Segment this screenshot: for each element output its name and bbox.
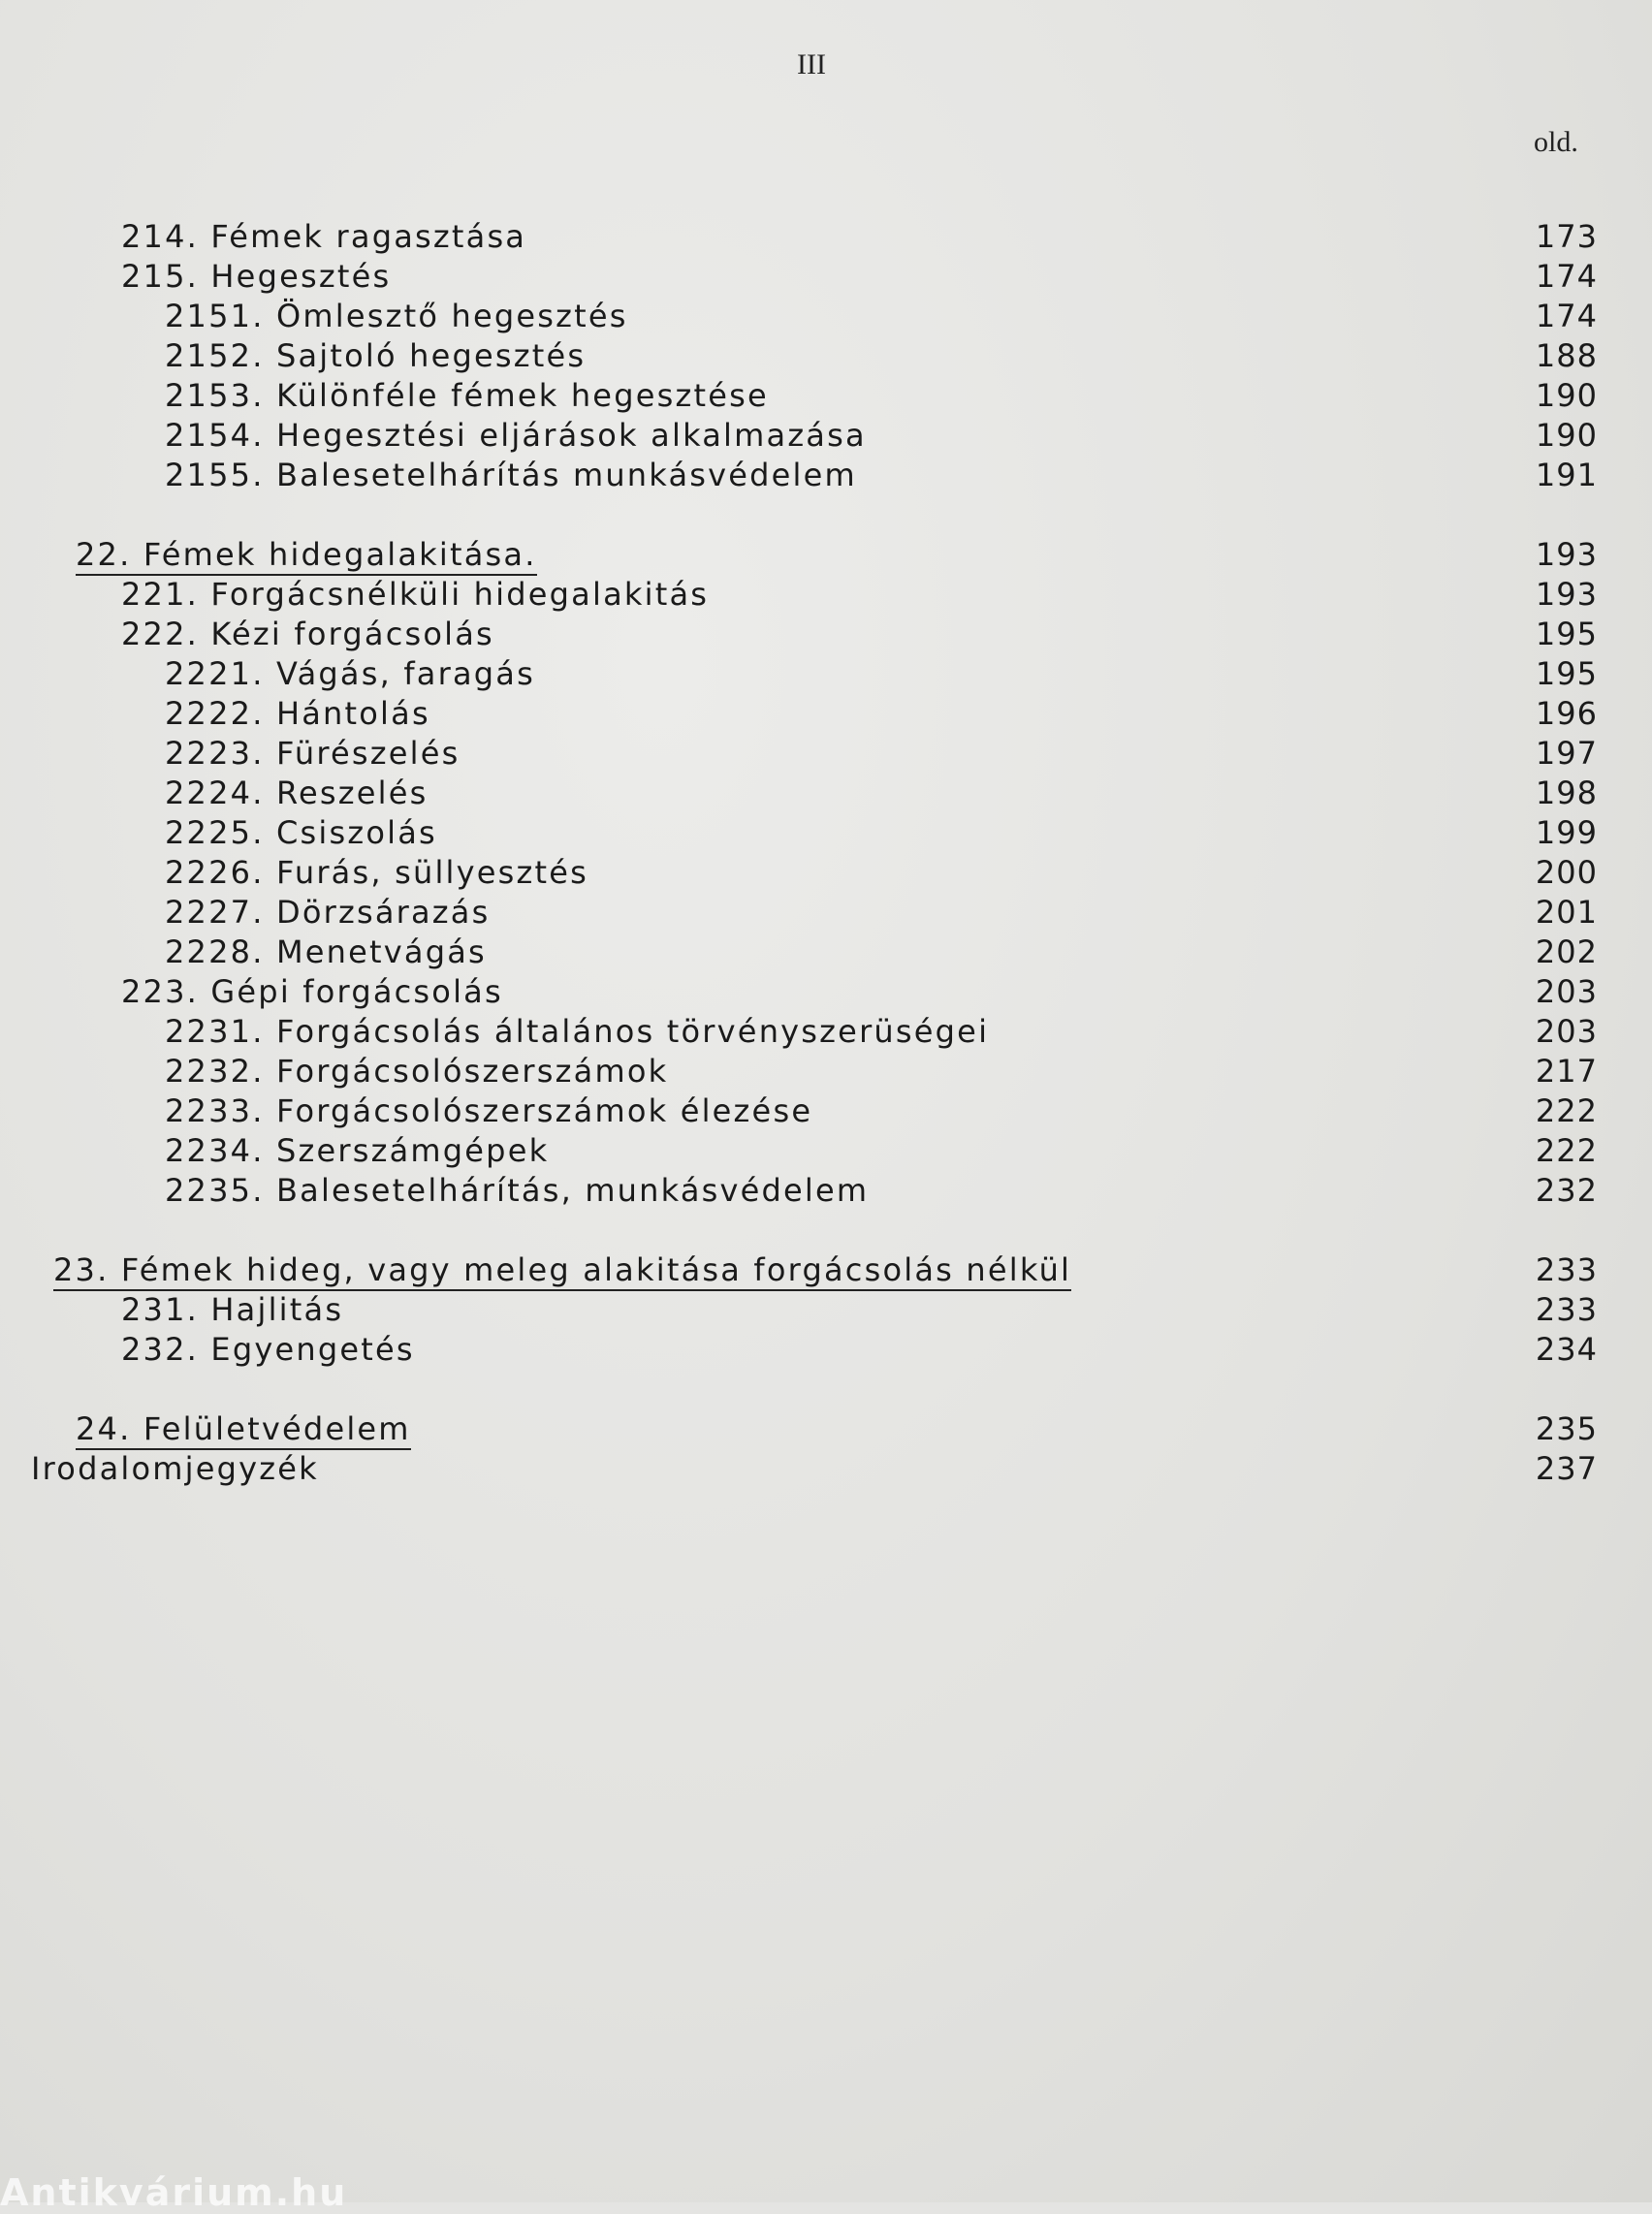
toc-entry-title: 2154. Hegesztési eljárások alkalmazása — [165, 417, 867, 454]
toc-entry-title: 232. Egyengetés — [121, 1331, 415, 1368]
toc-entry-page: 190 — [1535, 377, 1598, 414]
toc-entry — [165, 1132, 549, 1169]
toc-entry — [165, 814, 437, 851]
toc-entry-title: 231. Hajlitás — [121, 1291, 344, 1328]
toc-entry-title: 24. Felületvédelem — [76, 1410, 411, 1450]
toc-entry — [121, 576, 709, 613]
toc-entry-page: 195 — [1535, 616, 1598, 652]
toc-entry-page: 197 — [1535, 735, 1598, 772]
toc-entry — [165, 854, 588, 891]
toc-entry-page: 174 — [1535, 258, 1598, 295]
toc-entry-title: 2228. Menetvágás — [165, 933, 487, 970]
toc-entry-page: 203 — [1535, 1013, 1598, 1050]
toc-entry — [121, 616, 494, 652]
toc-entry-page: 190 — [1535, 417, 1598, 454]
toc-entry-title: 2224. Reszelés — [165, 775, 429, 811]
toc-entry-page: 173 — [1535, 218, 1598, 255]
page-column-label: old. — [1534, 126, 1578, 158]
toc-entry-page: 191 — [1535, 457, 1598, 493]
toc-entry — [165, 735, 460, 772]
toc-entry — [121, 258, 391, 295]
toc-entry-page: 199 — [1535, 814, 1598, 851]
toc-entry — [165, 1053, 668, 1090]
toc-entry — [121, 1331, 415, 1368]
toc-entry-page: 234 — [1535, 1331, 1598, 1368]
toc-entry-page: 201 — [1535, 894, 1598, 931]
toc-entry — [165, 417, 867, 454]
toc-entry-page: 198 — [1535, 775, 1598, 811]
toc-entry — [121, 973, 503, 1010]
toc-entry-page: 193 — [1535, 536, 1598, 573]
toc-entry-page: 235 — [1535, 1410, 1598, 1447]
toc-entry-title: 2153. Különféle fémek hegesztése — [165, 377, 769, 414]
toc-entry-title: 223. Gépi forgácsolás — [121, 973, 503, 1010]
toc-entry — [76, 536, 537, 573]
toc-entry — [165, 775, 428, 811]
toc-entry-title: 2231. Forgácsolás általános törvényszerüségei — [165, 1013, 990, 1050]
toc-entry-page: 237 — [1535, 1450, 1598, 1487]
toc-entry-page: 217 — [1535, 1053, 1598, 1090]
toc-entry-title: 23. Fémek hideg, vagy meleg alakitása forgácsolás nélkül — [53, 1251, 1071, 1291]
toc-entry-title: 2232. Forgácsolószerszámok — [165, 1053, 669, 1090]
toc-entry-title: 2226. Furás, süllyesztés — [165, 854, 589, 891]
toc-entry-title: Irodalomjegyzék — [31, 1450, 319, 1487]
toc-entry — [165, 1013, 989, 1050]
toc-entry-page: 202 — [1535, 933, 1598, 970]
toc-entry-page: 193 — [1535, 576, 1598, 613]
toc-entry-title: 2234. Szerszámgépek — [165, 1132, 550, 1169]
watermark: Antikvárium.hu — [0, 2171, 348, 2214]
toc-entry-page: 233 — [1535, 1251, 1598, 1288]
toc-entry-title: 2225. Csiszolás — [165, 814, 437, 851]
toc-entry — [121, 1291, 343, 1328]
toc-entry-page: 195 — [1535, 655, 1598, 692]
toc-entry-title: 2155. Balesetelhárítás munkásvédelem — [165, 457, 857, 493]
toc-entry-title: 2222. Hántolás — [165, 695, 430, 732]
toc-entry — [31, 1450, 319, 1487]
toc-entry — [121, 218, 526, 255]
toc-entry — [165, 457, 857, 493]
toc-entry-title: 2151. Ömlesztő hegesztés — [165, 298, 628, 334]
toc-entry-title: 22. Fémek hidegalakitása. — [76, 536, 537, 576]
toc-entry-title: 2152. Sajtoló hegesztés — [165, 337, 587, 374]
toc-entry — [165, 377, 769, 414]
toc-entry-title: 222. Kézi forgácsolás — [121, 616, 494, 652]
toc-entry-title: 2227. Dörzsárazás — [165, 894, 491, 931]
toc-entry-page: 232 — [1535, 1172, 1598, 1209]
toc-entry-page: 203 — [1535, 973, 1598, 1010]
toc-entry — [165, 933, 487, 970]
toc-entry — [76, 1410, 411, 1447]
toc-entry — [165, 695, 430, 732]
toc-entry-title: 2233. Forgácsolószerszámok élezése — [165, 1092, 813, 1129]
toc-entry-page: 200 — [1535, 854, 1598, 891]
toc-entry-title: 2235. Balesetelhárítás, munkásvédelem — [165, 1172, 870, 1209]
toc-entry-title: 2223. Fürészelés — [165, 735, 461, 772]
toc-entry — [165, 337, 586, 374]
toc-entry-title: 2221. Vágás, faragás — [165, 655, 535, 692]
toc-entry — [165, 894, 490, 931]
toc-entry — [53, 1251, 1071, 1288]
toc-entry — [165, 655, 535, 692]
toc-entry — [165, 1172, 869, 1209]
page-number: III — [797, 48, 826, 80]
toc-entry — [165, 298, 628, 334]
toc-entry-title: 221. Forgácsnélküli hidegalakitás — [121, 576, 710, 613]
toc-entry-page: 196 — [1535, 695, 1598, 732]
toc-entry — [165, 1092, 812, 1129]
toc-entry-page: 188 — [1535, 337, 1598, 374]
toc-entry-page: 222 — [1535, 1132, 1598, 1169]
toc-entry-page: 174 — [1535, 298, 1598, 334]
toc-entry-title: 215. Hegesztés — [121, 258, 392, 295]
toc-entry-page: 233 — [1535, 1291, 1598, 1328]
toc-entry-page: 222 — [1535, 1092, 1598, 1129]
toc-entry-title: 214. Fémek ragasztása — [121, 218, 527, 255]
